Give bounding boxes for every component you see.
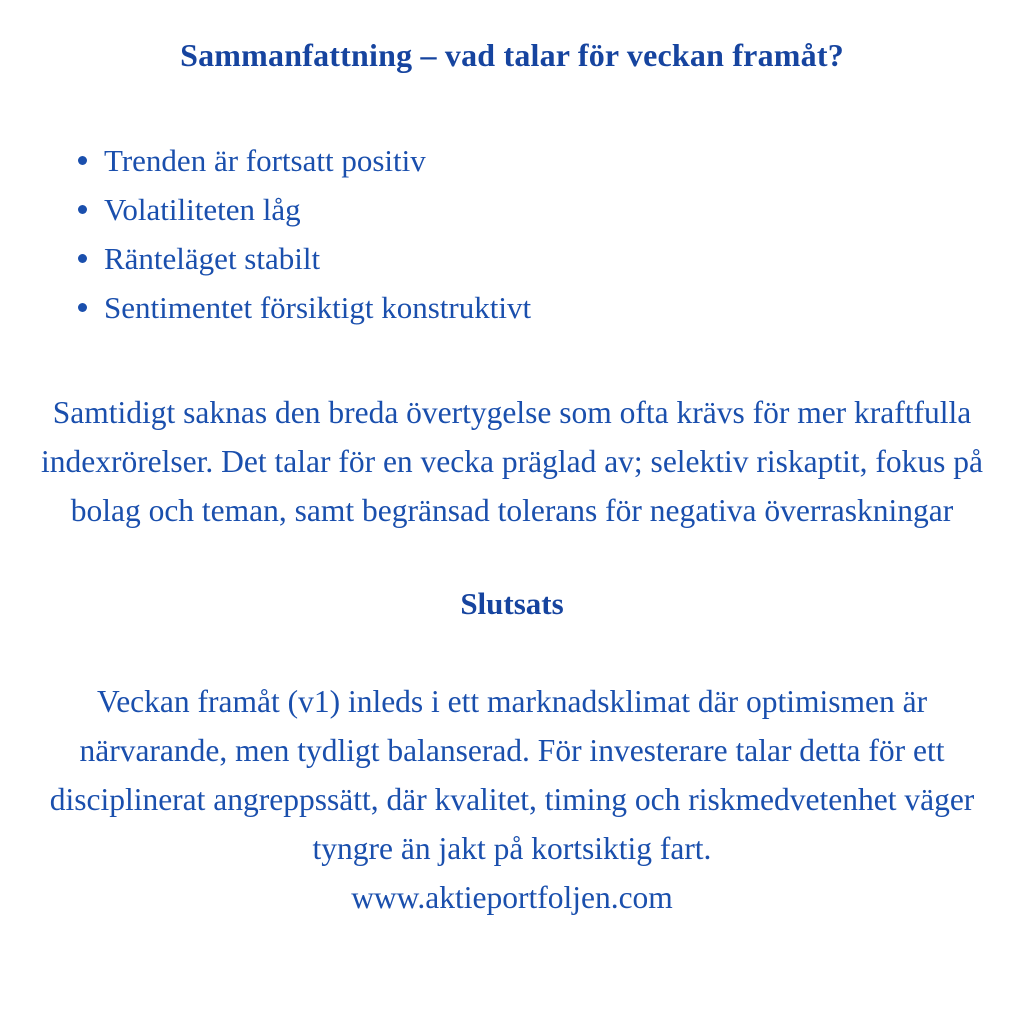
bullet-icon bbox=[78, 254, 87, 263]
list-item bbox=[104, 136, 964, 185]
bullet-icon bbox=[78, 303, 87, 312]
key-points-list bbox=[0, 136, 1024, 332]
market-overview-paragraph: Samtidigt saknas den breda övertygelse som ofta krävs för mer kraftfulla indexrörelser. Det talar för en vecka präglad av; selektiv riskaptit, fokus på bolag och teman, samt begränsad tolerans för negativa överraskningar bbox=[40, 395, 984, 528]
list-item-label: Volatiliteten låg bbox=[104, 192, 301, 227]
list-item-label: Sentimentet försiktigt konstruktivt bbox=[104, 290, 532, 325]
list-item bbox=[104, 185, 964, 234]
list-item-label: Trenden är fortsatt positiv bbox=[104, 143, 426, 178]
page-title: Sammanfattning – vad talar för veckan framåt? bbox=[180, 37, 844, 73]
conclusion-heading: Slutsats bbox=[460, 586, 564, 621]
conclusion-paragraph: Veckan framåt (v1) inleds i ett marknadsklimat där optimismen är närvarande, men tydligt balanserad. För investerare talar detta för ett disciplinerat angreppssätt, där kvalitet, timing och riskmedvetenhet väger tyngre än jakt på kortsiktig fart. bbox=[49, 684, 975, 866]
list-item bbox=[104, 234, 964, 283]
bullet-icon bbox=[78, 156, 87, 165]
bullet-icon bbox=[78, 205, 87, 214]
list-item-label: Ränteläget stabilt bbox=[104, 241, 321, 276]
list-item bbox=[104, 283, 964, 332]
website-link[interactable]: www.aktieportfoljen.com bbox=[351, 880, 673, 915]
